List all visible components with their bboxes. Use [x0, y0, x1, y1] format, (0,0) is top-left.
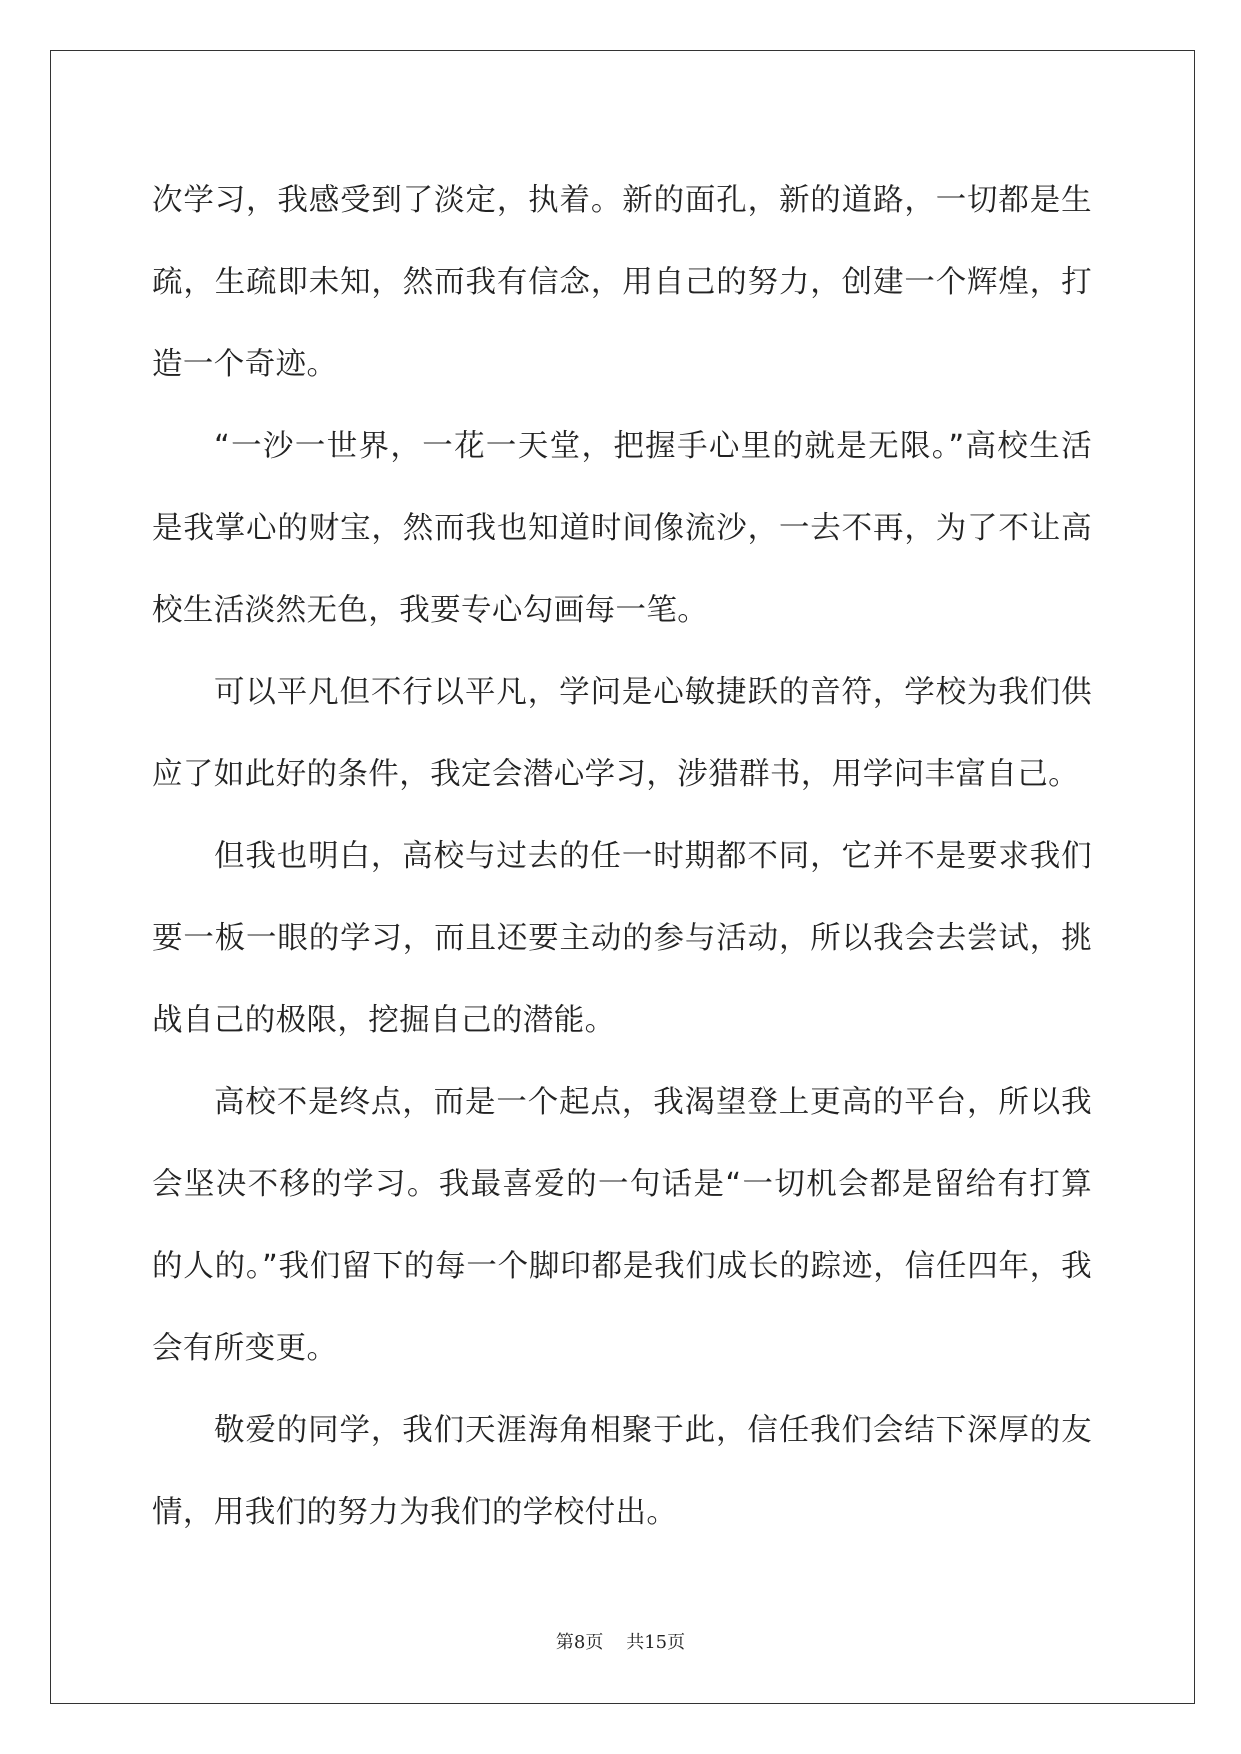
document-body	[152, 160, 1092, 1554]
paragraph: 敬爱的同学，我们天涯海角相聚于此，信任我们会结下深厚的友情，用我们的努力为我们的学校付出。	[152, 1413, 1092, 1530]
page-number-footer: 第8页 共15页	[555, 1632, 686, 1653]
paragraph-continuation: 次学习，我感受到了淡定，执着。新的面孔，新的道路，一切都是生疏，生疏即未知，然而我有信念，用自己的努力，创建一个辉煌，打造一个奇迹。	[152, 183, 1092, 382]
paragraph: 高校不是终点，而是一个起点，我渴望登上更高的平台，所以我会坚决不移的学习。我最喜爱的一句话是“一切机会都是留给有打算的人的。”我们留下的每一个脚印都是我们成长的踪迹，信任四年，我会有所变更。	[152, 1085, 1092, 1366]
paragraph: 可以平凡但不行以平凡，学问是心敏捷跃的音符，学校为我们供应了如此好的条件，我定会潜心学习，涉猎群书，用学问丰富自己。	[152, 675, 1092, 792]
paragraph: “一沙一世界，一花一天堂，把握手心里的就是无限。”高校生活是我掌心的财宝，然而我也知道时间像流沙，一去不再，为了不让高校生活淡然无色，我要专心勾画每一笔。	[152, 429, 1092, 628]
paragraph: 但我也明白，高校与过去的任一时期都不同，它并不是要求我们要一板一眼的学习，而且还要主动的参与活动，所以我会去尝试，挑战自己的极限，挖掘自己的潜能。	[152, 839, 1092, 1038]
